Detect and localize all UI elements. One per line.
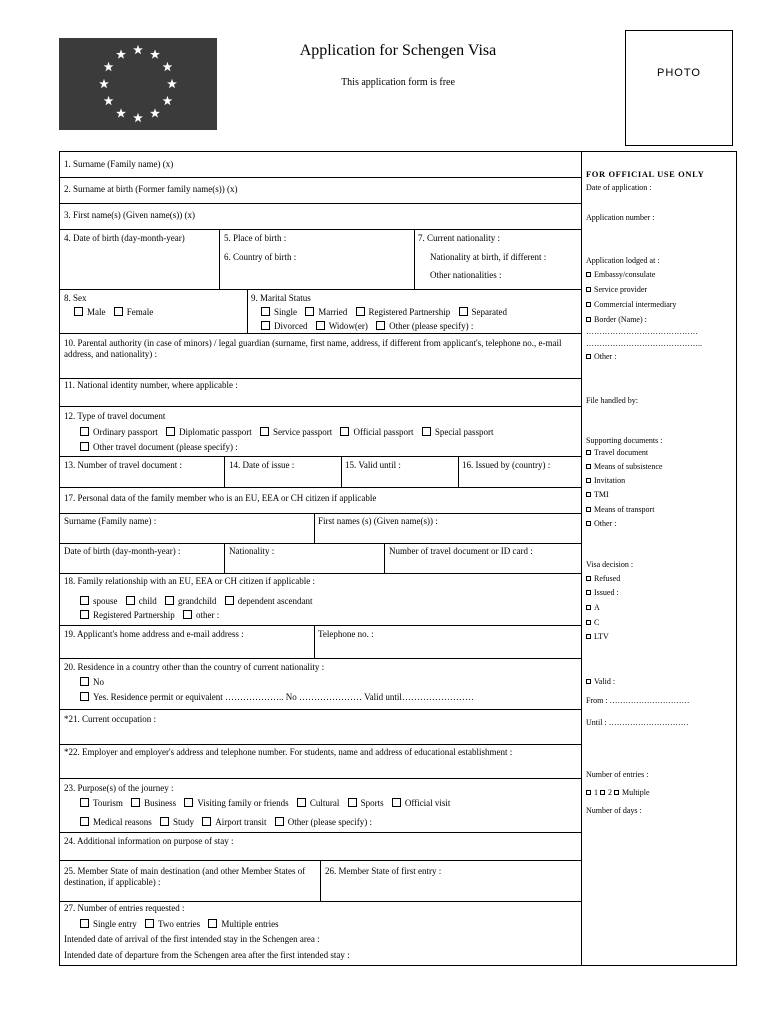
checkbox-registered-partnership-18[interactable] [80,610,175,621]
grid-line [224,543,225,573]
form-subtitle: This application form is free [341,77,455,88]
grid-line [59,709,581,710]
checkbox-icon[interactable] [459,307,468,316]
grid-line [59,744,581,745]
star-icon [99,79,109,88]
official-entries-options [586,788,650,798]
option-label: Means of transport [594,505,655,514]
official-lodged-embassy[interactable] [586,270,655,280]
field-27-arrival-date[interactable]: Intended date of arrival of the first intended stay in the Schengen area : [64,934,320,944]
checkbox-male[interactable] [74,307,106,318]
checkbox-female[interactable] [114,307,154,318]
option-label: No [93,677,104,687]
grid-line [59,406,581,407]
official-support-subsistence[interactable] [586,462,662,472]
grid-line [414,229,415,289]
checkbox-icon[interactable] [340,427,349,436]
checkbox-separated[interactable] [459,307,507,318]
option-label: TMI [594,490,609,499]
grid-line [314,625,315,658]
option-label: Male [87,307,106,317]
option-label: Other (please specify) : [287,817,372,827]
star-icon [167,79,177,88]
checkbox-other-travel-document[interactable] [80,442,238,453]
checkbox-icon[interactable] [261,307,270,316]
option-label: Other : [594,352,617,361]
official-number-of-entries: Number of entries : [586,770,649,779]
checkbox-icon[interactable] [80,677,89,686]
option-label: Service passport [273,427,333,437]
checkbox-diplomatic-passport[interactable] [166,427,252,438]
sex-options [74,307,159,318]
official-decision-a[interactable] [586,603,600,613]
checkbox-icon[interactable] [586,354,591,359]
grid-line [314,513,315,543]
option-label: LTV [594,632,609,641]
checkbox-icon[interactable] [80,692,89,701]
official-decision-issued[interactable] [586,588,619,598]
field-17-date-of-birth[interactable]: Date of birth (day-month-year) : [64,546,181,556]
checkbox-icon[interactable] [316,321,325,330]
checkbox-icon[interactable] [80,596,89,605]
official-entries-2[interactable] [600,788,612,797]
checkbox-icon[interactable] [80,442,89,451]
official-entries-1[interactable] [586,788,598,797]
checkbox-sports[interactable] [348,798,384,809]
checkbox-icon[interactable] [145,919,154,928]
checkbox-divorced[interactable] [261,321,308,332]
grid-line [59,625,581,626]
grid-line [59,573,581,574]
checkbox-icon[interactable] [586,302,591,307]
option-label: Sports [360,798,384,808]
official-support-invitation[interactable] [586,476,625,486]
field-19-home-address[interactable]: 19. Applicant's home address and e-mail address : [64,629,244,639]
checkbox-child[interactable] [126,596,157,607]
option-label: Visiting family or friends [197,798,289,808]
checkbox-icon[interactable] [586,605,591,610]
marital-options-row2 [261,321,479,332]
checkbox-icon[interactable] [376,321,385,330]
checkbox-icon[interactable] [392,798,401,807]
option-label: Invitation [594,476,626,485]
checkbox-registered-partnership[interactable] [356,307,451,318]
grid-line [247,289,248,333]
official-visa-decision: Visa decision : [586,560,634,569]
grid-line [341,456,342,487]
star-icon [104,96,114,105]
option-label: Multiple entries [221,919,279,929]
option-label: Study [172,817,194,827]
entries-options [80,919,285,930]
grid-line [59,456,581,457]
option-label: dependent ascendant [237,596,313,606]
grid-line [59,203,581,204]
option-label: grandchild [178,596,217,606]
option-label: Other (please specify) : [389,321,474,331]
photo-box[interactable] [625,30,733,146]
field-21-occupation[interactable]: *21. Current occupation : [64,714,156,724]
checkbox-tourism[interactable] [80,798,123,809]
grid-line [59,513,581,514]
option-label: Cultural [309,798,340,808]
grid-line [59,778,581,779]
field-15-valid-until[interactable]: 15. Valid until : [345,460,401,470]
form-title: Application for Schengen Visa [299,42,497,59]
field-16-issued-by[interactable]: 16. Issued by (country) : [462,460,551,470]
checkbox-icon[interactable] [114,307,123,316]
field-17-family-member: 17. Personal data of the family member who is an EU, EEA or CH citizen if applicable [64,493,377,503]
checkbox-service-passport[interactable] [260,427,332,438]
official-lodged-service-provider[interactable] [586,285,647,295]
option-label: Embassy/consulate [594,270,656,279]
field-6-country-of-birth[interactable]: 6. Country of birth : [224,252,297,262]
checkbox-icon[interactable] [422,427,431,436]
checkbox-icon[interactable] [80,798,89,807]
option-label: 1 [594,788,598,797]
field-27-departure-date[interactable]: Intended date of departure from the Schengen area after the first intended stay : [64,950,350,960]
checkbox-icon[interactable] [275,817,284,826]
field-7-nationality-at-birth[interactable]: Nationality at birth, if different : [430,252,547,262]
field-20-residence: 20. Residence in a country other than the country of current nationality : [64,662,325,672]
grid-line [458,456,459,487]
field-13-document-number[interactable]: 13. Number of travel document : [64,460,182,470]
field-7-current-nationality[interactable]: 7. Current nationality : [418,233,500,243]
option-label: Official passport [353,427,414,437]
checkbox-icon[interactable] [586,450,591,455]
checkbox-icon[interactable] [184,798,193,807]
checkbox-residence-no[interactable] [80,677,104,688]
checkbox-dependent-ascendant[interactable] [225,596,313,607]
checkbox-spouse[interactable] [80,596,118,607]
field-11-national-id[interactable]: 11. National identity number, where applicable : [64,380,238,390]
option-label: Special passport [434,427,494,437]
checkbox-icon[interactable] [586,620,591,625]
option-label: Widow(er) [328,321,368,331]
field-1-surname[interactable]: 1. Surname (Family name) (x) [64,159,174,169]
official-valid-until: Until : ………………………… [586,718,689,727]
field-14-date-of-issue[interactable]: 14. Date of issue : [229,460,295,470]
checkbox-icon[interactable] [202,817,211,826]
checkbox-medical-reasons[interactable] [80,817,152,828]
option-label: Tourism [93,798,123,808]
checkbox-icon[interactable] [586,521,591,526]
field-9-marital-status: 9. Marital Status [251,293,311,303]
option-label: Commercial intermediary [594,300,677,309]
official-dots-line-1: …………………………………… [586,327,698,336]
field-2-surname-at-birth[interactable]: 2. Surname at birth (Former family name(s)) (x) [64,184,238,194]
official-valid-from: From : ………………………… [586,696,690,705]
official-application-number: Application number : [586,213,655,222]
grid-line [59,177,581,178]
option-label: Official visit [404,798,451,808]
option-label: Airport transit [215,817,267,827]
checkbox-official-passport[interactable] [340,427,413,438]
checkbox-multiple-entries[interactable] [208,919,278,930]
checkbox-icon[interactable] [356,307,365,316]
official-lodged-border[interactable] [586,315,647,325]
checkbox-icon[interactable] [260,427,269,436]
star-icon [133,45,143,54]
checkbox-relationship-other[interactable] [183,610,219,621]
option-label: Female [126,307,154,317]
grid-line [59,832,581,833]
official-date-of-application: Date of application : [586,183,652,192]
relationship-options-row1 [80,596,318,607]
official-file-handled-by: File handled by: [586,396,638,405]
field-25-main-destination[interactable]: 25. Member State of main destination (and other Member States of destination, if applicable) : [64,866,306,887]
checkbox-business[interactable] [131,798,176,809]
official-number-of-days: Number of days : [586,806,642,815]
field-3-first-names[interactable]: 3. First name(s) (Given name(s)) (x) [64,210,195,220]
checkbox-icon[interactable] [261,321,270,330]
checkbox-icon[interactable] [586,679,591,684]
field-12-travel-document-type: 12. Type of travel document [64,411,166,421]
checkbox-residence-yes[interactable] [80,692,474,703]
travel-doc-options-row2 [80,442,244,453]
option-label: Service provider [594,285,648,294]
star-icon [116,108,126,117]
option-label: other : [195,610,220,620]
grid-line [59,289,581,290]
checkbox-icon[interactable] [80,610,89,619]
checkbox-icon[interactable] [586,634,591,639]
field-27-entries: 27. Number of entries requested : [64,903,185,913]
option-label: Valid : [594,677,616,686]
option-label: spouse [93,596,118,606]
checkbox-icon[interactable] [80,817,89,826]
purpose-options-row1 [80,798,456,809]
field-7-other-nationalities[interactable]: Other nationalities : [430,270,502,280]
grid-line [59,229,581,230]
checkbox-icon[interactable] [80,919,89,928]
option-label: Registered Partnership [368,307,451,317]
official-support-tmi[interactable] [586,490,609,500]
official-valid[interactable] [586,677,615,687]
grid-line [581,151,582,966]
eu-flag-icon [59,38,217,130]
checkbox-icon[interactable] [586,272,591,277]
option-label: Yes. Residence permit or equivalent ……………….. No ………………… Valid until…………………… [93,692,474,702]
checkbox-marital-other[interactable] [376,321,473,332]
marital-options-row1 [261,307,513,318]
official-lodged-commercial[interactable] [586,300,676,310]
checkbox-icon[interactable] [586,507,591,512]
option-label: Separated [471,307,507,317]
option-label: A [594,603,600,612]
checkbox-grandchild[interactable] [165,596,217,607]
option-label: 2 [608,788,612,797]
option-label: C [594,618,600,627]
official-support-other[interactable] [586,519,616,529]
checkbox-study[interactable] [160,817,194,828]
checkbox-icon[interactable] [126,596,135,605]
checkbox-single[interactable] [261,307,297,318]
checkbox-icon[interactable] [74,307,83,316]
checkbox-purpose-other[interactable] [275,817,372,828]
checkbox-icon[interactable] [160,817,169,826]
checkbox-icon[interactable] [600,790,605,795]
star-icon [133,113,143,122]
checkbox-icon[interactable] [586,317,591,322]
official-use-heading: FOR OFFICIAL USE ONLY [586,169,705,179]
option-label: Multiple [622,788,650,797]
option-label: child [138,596,157,606]
photo-label: PHOTO [657,67,701,79]
field-17-first-names[interactable]: First names (s) (Given name(s)) : [318,516,438,526]
field-4-date-of-birth[interactable]: 4. Date of birth (day-month-year) [64,233,185,243]
option-label: Means of subsistence [594,462,663,471]
grid-line [59,333,581,334]
checkbox-icon[interactable] [586,478,591,483]
field-18-family-relationship: 18. Family relationship with an EU, EEA or CH citizen if applicable : [64,576,315,586]
checkbox-cultural[interactable] [297,798,340,809]
field-22-employer[interactable]: *22. Employer and employer's address and telephone number. For students, name and address of educational establishment : [64,747,513,757]
field-17-surname[interactable]: Surname (Family name) : [64,516,157,526]
checkbox-married[interactable] [305,307,347,318]
grid-line [219,229,220,289]
option-label: Business [144,798,177,808]
checkbox-icon[interactable] [297,798,306,807]
checkbox-icon[interactable] [165,596,174,605]
checkbox-widow[interactable] [316,321,368,332]
checkbox-icon[interactable] [225,596,234,605]
checkbox-icon[interactable] [586,576,591,581]
star-icon [116,49,126,58]
checkbox-icon[interactable] [586,590,591,595]
grid-line [320,860,321,901]
checkbox-icon[interactable] [305,307,314,316]
grid-line [384,543,385,573]
star-icon [163,62,173,71]
checkbox-visiting-family[interactable] [184,798,288,809]
option-label: Married [318,307,348,317]
checkbox-airport-transit[interactable] [202,817,266,828]
field-17-nationality[interactable]: Nationality : [229,546,275,556]
star-icon [150,49,160,58]
grid-line [59,378,581,379]
star-icon [163,96,173,105]
grid-line [59,487,581,488]
field-8-sex: 8. Sex [64,293,87,303]
star-icon [150,108,160,117]
option-label: Single [274,307,298,317]
star-icon [104,62,114,71]
purpose-options-row2 [80,817,378,828]
checkbox-ordinary-passport[interactable] [80,427,158,438]
relationship-options-row2 [80,610,225,621]
checkbox-special-passport[interactable] [422,427,494,438]
option-label: Single entry [93,919,137,929]
option-label: Ordinary passport [93,427,158,437]
option-label: Refused [594,574,621,583]
checkbox-icon[interactable] [183,610,192,619]
grid-line [59,543,581,544]
checkbox-single-entry[interactable] [80,919,137,930]
option-label: Other : [594,519,617,528]
official-decision-refused[interactable] [586,574,620,584]
official-support-travel-document[interactable] [586,448,648,458]
travel-doc-options-row1 [80,427,500,438]
checkbox-icon[interactable] [208,919,217,928]
official-supporting-documents: Supporting documents : [586,436,663,445]
checkbox-icon[interactable] [586,492,591,497]
option-label: Issued : [594,588,619,597]
option-label: Diplomatic passport [179,427,252,437]
field-10-parental-authority[interactable]: 10. Parental authority (in case of minors) / legal guardian (surname, first name, address, if different from applicant's, telephone no., e-mail address, and nationality) : [64,338,562,359]
field-19-telephone[interactable]: Telephone no. : [318,629,374,639]
option-label: Registered Partnership [93,610,175,620]
field-5-place-of-birth[interactable]: 5. Place of birth : [224,233,287,243]
field-24-additional-info[interactable]: 24. Additional information on purpose of stay : [64,836,234,846]
checkbox-icon[interactable] [348,798,357,807]
official-support-transport[interactable] [586,505,654,515]
checkbox-two-entries[interactable] [145,919,200,930]
official-lodged-other[interactable] [586,352,616,362]
option-label: Other travel document (please specify) : [93,442,238,452]
official-decision-c[interactable] [586,618,599,628]
official-entries-multiple[interactable] [614,788,650,797]
field-23-purpose: 23. Purpose(s) of the journey : [64,783,174,793]
checkbox-icon[interactable] [166,427,175,436]
official-decision-ltv[interactable] [586,632,609,642]
checkbox-icon[interactable] [614,790,619,795]
option-label: Divorced [274,321,308,331]
official-lodged-at: Application lodged at : [586,256,660,265]
grid-line [59,901,581,902]
field-26-first-entry[interactable]: 26. Member State of first entry : [325,866,442,876]
checkbox-icon[interactable] [586,464,591,469]
option-label: Travel document [594,448,649,457]
official-dots-line-2: …………………………………….. [586,339,702,348]
checkbox-icon[interactable] [586,790,591,795]
checkbox-icon[interactable] [80,427,89,436]
option-label: Two entries [158,919,201,929]
option-label: Medical reasons [93,817,152,827]
field-17-document-number[interactable]: Number of travel document or ID card : [389,546,533,556]
checkbox-icon[interactable] [586,287,591,292]
checkbox-icon[interactable] [131,798,140,807]
grid-line [224,456,225,487]
checkbox-official-visit[interactable] [392,798,451,809]
option-label: Border (Name) : [594,315,647,324]
grid-line [59,658,581,659]
